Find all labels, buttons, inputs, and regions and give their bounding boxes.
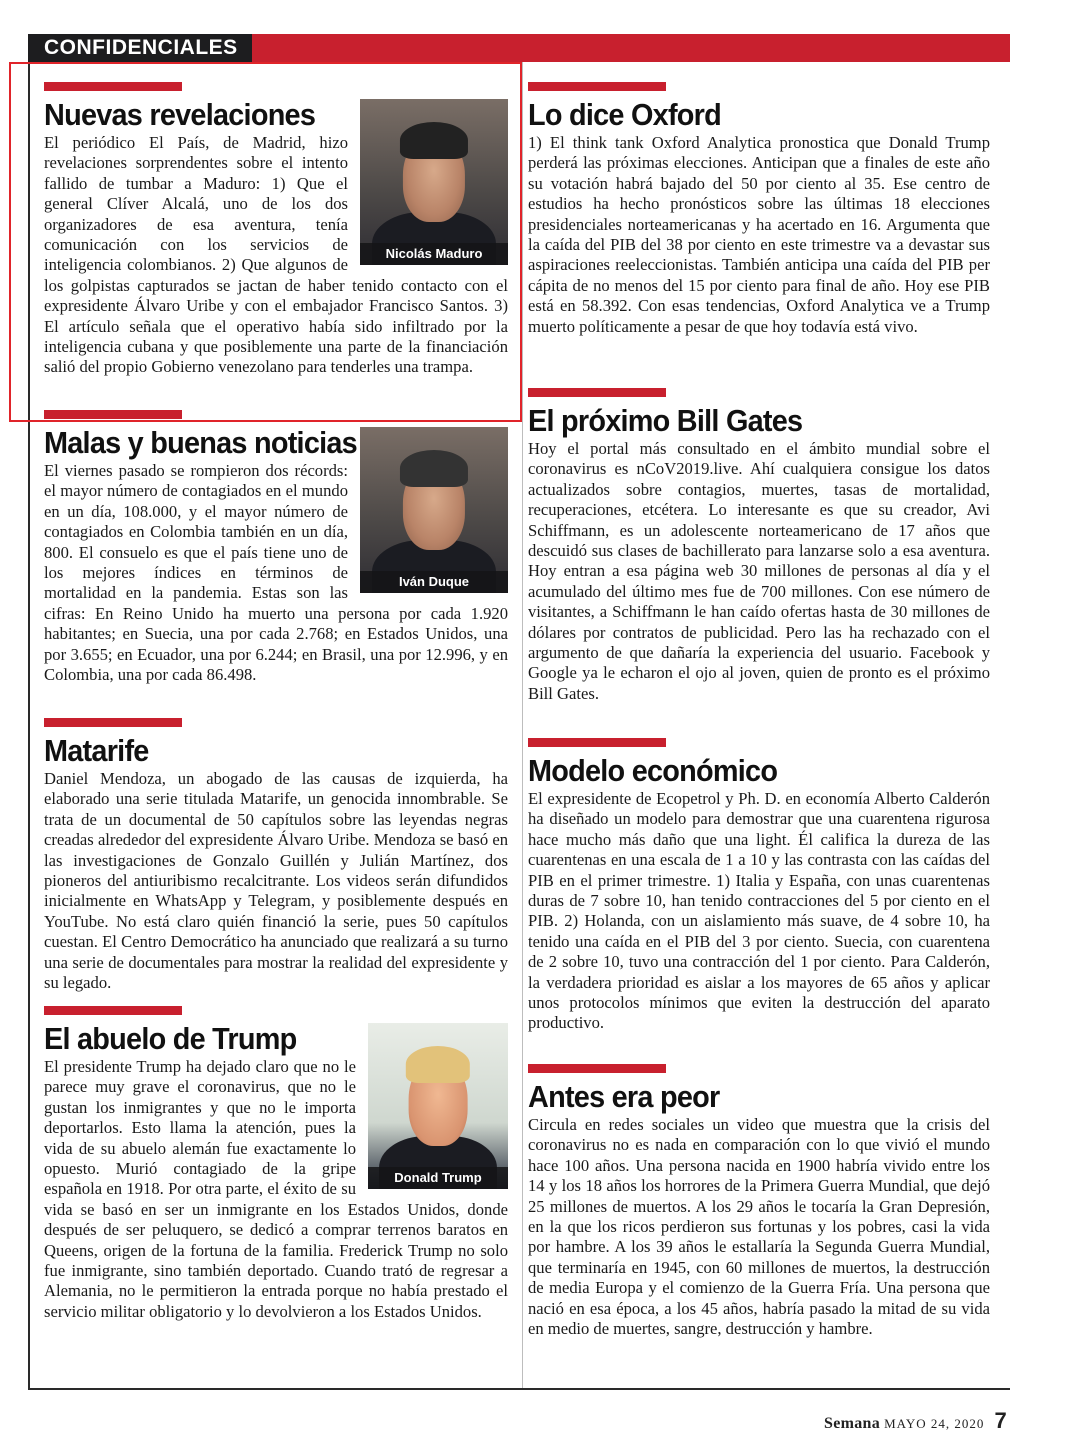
article-title: Malas y buenas noticias — [44, 425, 357, 460]
article-body: Circula en redes sociales un video que muestra que la crisis del coronavirus no es nada en comparación con lo que vivió el mundo hace 100 años. Una persona nacida en 1900 habría vivido entre los 14 y los 18 años los horrores de la Primera Guerra Mundial, que dejó 25 millones de muertos. A los 29 años le tocaría la Gran Depresión, en la que los ricos perdieron sus fortunas y los pobres, casi la vida por hambre. A los 39 años le estallaría la Segunda Guerra Mundial, que terminaría en 1945, con 60 millones de muertos, la destrucción de media Europa y el comienzo de la Guerra Fría. Una persona que nació en esa época, a los 45 años, habría pasado la mitad de su vida en medio de muertes, sangre, destrucción y hambre. — [528, 1115, 990, 1339]
article-title: Antes era peor — [528, 1079, 720, 1114]
article-body: El expresidente de Ecopetrol y Ph. D. en economía Alberto Calderón ha diseñado un modelo para demostrar que una cuarentena rigurosa hace mucho más daño que una light. Él califica la dureza de las cuarentenas en una escala de 1 a 10 y las contrasta con las caídas del PIB en el primer trimestre. 1) Italia y España, con unas cuarentenas duras de 7 sobre 10, han tenido contracciones del 5 por ciento en el PIB. 2) Holanda, con un aislamiento más suave, de 4 sobre 10, ha tenido una caída en el PIB del 3 por ciento. Suecia, con cuarentena de 2 sobre 10, tuvo una contracción del 1 por ciento. Para Calderón, la verdadera prioridad es aislar a los mayores de 65 años y aplicar unos protocolos mínimos que eviten la destrucción del aparato productivo. — [528, 789, 990, 1033]
magazine-name: Semana — [824, 1415, 881, 1432]
article-title: Nuevas revelaciones — [44, 97, 316, 132]
article-lo-dice-oxford — [528, 82, 990, 337]
article-proximo-bill-gates — [528, 388, 990, 704]
article-body: Hoy el portal más consultado en el ámbito mundial sobre el coronavirus es nCoV2019.live. Ahí cualquiera consigue los datos actualizados sobre contagios, muertes, tasas de mortalidad, recuperaciones, etcétera. Lo interesante es que su creador, Avi Schiffmann, es un adolescente norteamericano de 17 años que descuidó sus clases de bachillerato para lanzarse solo a esa aventura. Hoy entran a esa página web 30 millones de personas al día y el acumulado del último mes fue de 700 millones. Con ese número de visitantes, a Schiffmann le han caído ofertas hasta de 30 millones de dólares por contratos de publicidad. Pero las ha rechazado con el argumento de que dañaría la experiencia del usuario. Facebook y Google ya le echaron el ojo al joven, quien de pronto es el próximo Bill Gates. — [528, 439, 990, 703]
highlight-box — [9, 62, 522, 422]
article-title: Modelo económico — [528, 753, 778, 788]
accent-bar — [44, 1006, 182, 1015]
article-title: El próximo Bill Gates — [528, 403, 803, 438]
article-malas-buenas-noticias — [44, 410, 508, 685]
article-body: El viernes pasado se rompieron dos récords: el mayor número de contagiados en el mundo en un día, 108.000, y el mayor número de contagiados en Colombia también en un día, 800. El consuelo es que el país tiene uno de los mejores índices en términos de mortalidad en la pandemia. Estas son las cifras: En Reino Unido ha muerto una persona por cada 1.920 habitantes; en Suecia, una por cada 2.768; en Estados Unidos, una por 3.655; en Ecuador, una por 6.244; en Brasil, una por 12.996, y en Colombia, una por cada 86.498. — [44, 461, 508, 685]
photo-caption: Iván Duque — [360, 571, 508, 593]
section-label: CONFIDENCIALES — [28, 34, 252, 62]
article-abuelo-de-trump — [44, 1006, 508, 1322]
article-title: El abuelo de Trump — [44, 1021, 297, 1056]
accent-bar — [528, 388, 666, 397]
article-title: Lo dice Oxford — [528, 97, 722, 132]
duque-photo — [360, 427, 508, 593]
accent-bar — [44, 410, 182, 419]
article-body: Daniel Mendoza, un abogado de las causas de izquierda, ha elaborado una serie titulada Matarife, un genocida innombrable. Se trata de un documental de 50 capítulos sobre las leyendas negras creadas alrededor del expresidente Álvaro Uribe. Mendoza se basó en las investigaciones de Gonzalo Guillén y Julián Martínez, dos pioneros del antiuribismo recalcitrante. Los videos serán difundidos inicialmente en WhatsApp y Telegram, y posiblemente después en YouTube. No está claro quién financió la serie, pues 50 capítulos cuestan. El Centro Democrático ha anunciado que realizará a su turno una serie de documentales para mostrar la realidad del expresidente y su legado. — [44, 769, 508, 993]
accent-bar — [528, 1064, 666, 1073]
column-divider — [522, 62, 523, 1388]
page-frame-bottom — [28, 1388, 1010, 1390]
article-antes-era-peor — [528, 1064, 990, 1339]
page-footer — [824, 1408, 1007, 1434]
article-body: El presidente Trump ha dejado claro que no le parece muy grave el coronavirus, que no le gustan los inmigrantes y que no le importa deportarlos. Esto llama la atención, pues la vida de su abuelo alemán fue exactamente lo opuesto. Murió contagiado de la gripe española en 1918. Por otra parte, el éxito de su vida se basó en ser un inmigrante en los Estados Unidos, donde después de ser peluquero, se dedicó a comprar terrenos baratos en Queens, origen de la fortuna de la familia. Frederick Trump no solo fue inmigrante, sino también deportado. Cuando trató de regresar a Alemania, no le permitieron la entrada porque no había prestado el servicio militar obligatorio y lo devolvieron a los Estados Unidos. — [44, 1057, 508, 1321]
article-body: El periódico El País, de Madrid, hizo revelaciones sorprendentes sobre el intento fallido de tumbar a Maduro: 1) Que el general Clíver Alcalá, uno de los dos organizadores de esa aventura, tenía comunicación con los servicios de inteligencia colombianos. 2) Que algunos de los golpistas capturados se jactan de haber tenido contacto con el expresidente Álvaro Uribe y con el embajador Francisco Santos. 3) El artículo señala que el operativo había sido infiltrado por la inteligencia cubana y que posiblemente una parte de la financiación salió del propio Gobierno venezolano para tenderles una trampa. — [44, 133, 508, 377]
article-matarife — [44, 718, 508, 993]
article-title: Matarife — [44, 733, 149, 768]
accent-bar — [528, 738, 666, 747]
page-number: 7 — [994, 1408, 1007, 1433]
article-body: 1) El think tank Oxford Analytica pronostica que Donald Trump perderá las próximas elecciones. Anticipan que a finales de este año su votación habrá bajado del 50 por ciento al 35. Ese centro de estudios ha hecho pronósticos sobre las últimas 18 elecciones presidenciales norteamericanas y ha acertado en 16. Argumenta que la caída del PIB del 38 por ciento en este trimestre va a devastar sus aspiraciones reeleccionistas. También anticipa una caída del PIB per cápita de no menos del 15 por ciento para final de año. Hoy ese PIB está en 58.392. Con esas tendencias, Oxford Analytica ve a Trump muerto políticamente a pesar de que hoy todavía está vivo. — [528, 133, 990, 336]
issue-date: MAYO 24, 2020 — [884, 1416, 985, 1431]
trump-photo — [368, 1023, 508, 1189]
accent-bar — [44, 718, 182, 727]
article-modelo-economico — [528, 738, 990, 1034]
photo-caption: Donald Trump — [368, 1167, 508, 1189]
accent-bar — [528, 82, 666, 91]
photo-caption: Nicolás Maduro — [360, 243, 508, 265]
